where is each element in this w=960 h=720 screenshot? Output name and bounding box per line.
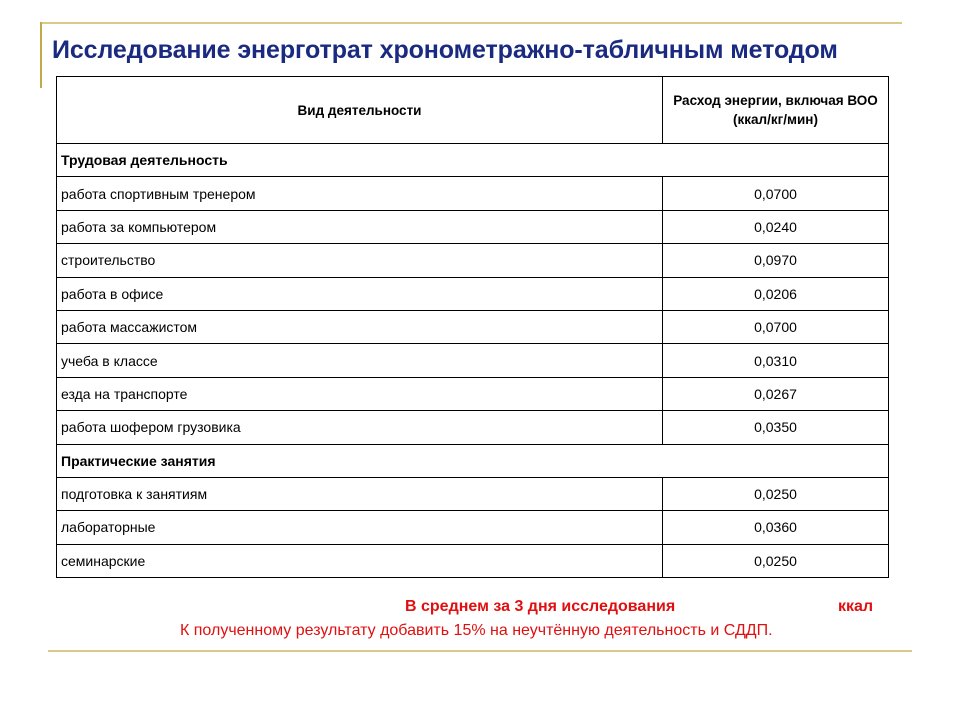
energy-value-cell: 0,0240 [663,210,889,243]
energy-value-cell: 0,0700 [663,177,889,210]
energy-value-cell: 0,0310 [663,344,889,377]
table-row [57,511,889,544]
table-row [57,210,889,243]
section-blank-cell [663,144,889,177]
page-title: Исследование энерготрат хронометражно-табличным методом [52,36,838,64]
activity-cell: работа в офисе [57,277,663,310]
energy-value-cell: 0,0360 [663,511,889,544]
section-row [57,144,889,177]
activity-cell: работа шофером грузовика [57,411,663,444]
table-header-row [57,77,889,144]
table-row [57,411,889,444]
average-label: В среднем за 3 дня исследования [405,598,676,615]
energy-table [56,76,889,578]
left-rule [40,22,42,88]
table-row [57,177,889,210]
header-energy: Расход энергии, включая ВОО (ккал/кг/мин) [663,77,889,144]
table-row [57,377,889,410]
table-row [57,310,889,343]
section-label: Практические занятия [57,444,663,477]
energy-value-cell: 0,0700 [663,310,889,343]
energy-value-cell: 0,0970 [663,244,889,277]
activity-cell: семинарские [57,544,663,577]
activity-cell: работа спортивным тренером [57,177,663,210]
energy-value-cell: 0,0350 [663,411,889,444]
table-body [57,144,889,578]
energy-value-cell: 0,0267 [663,377,889,410]
table-row [57,477,889,510]
activity-cell: работа массажистом [57,310,663,343]
average-unit: ккал [838,598,874,615]
energy-value-cell: 0,0206 [663,277,889,310]
activity-cell: лабораторные [57,511,663,544]
activity-cell: учеба в классе [57,344,663,377]
activity-cell: строительство [57,244,663,277]
table-row [57,244,889,277]
energy-value-cell: 0,0250 [663,544,889,577]
table-row [57,344,889,377]
header-activity: Вид деятельности [57,77,663,144]
top-rule [40,22,902,24]
table-row [57,544,889,577]
section-row [57,444,889,477]
section-label: Трудовая деятельность [57,144,663,177]
activity-cell: езда на транспорте [57,377,663,410]
footer-note: К полученному результату добавить 15% на неучтённую деятельность и СДДП. [180,622,773,639]
bottom-rule [48,650,912,652]
activity-cell: подготовка к занятиям [57,477,663,510]
table-row [57,277,889,310]
activity-cell: работа за компьютером [57,210,663,243]
energy-value-cell: 0,0250 [663,477,889,510]
section-blank-cell [663,444,889,477]
